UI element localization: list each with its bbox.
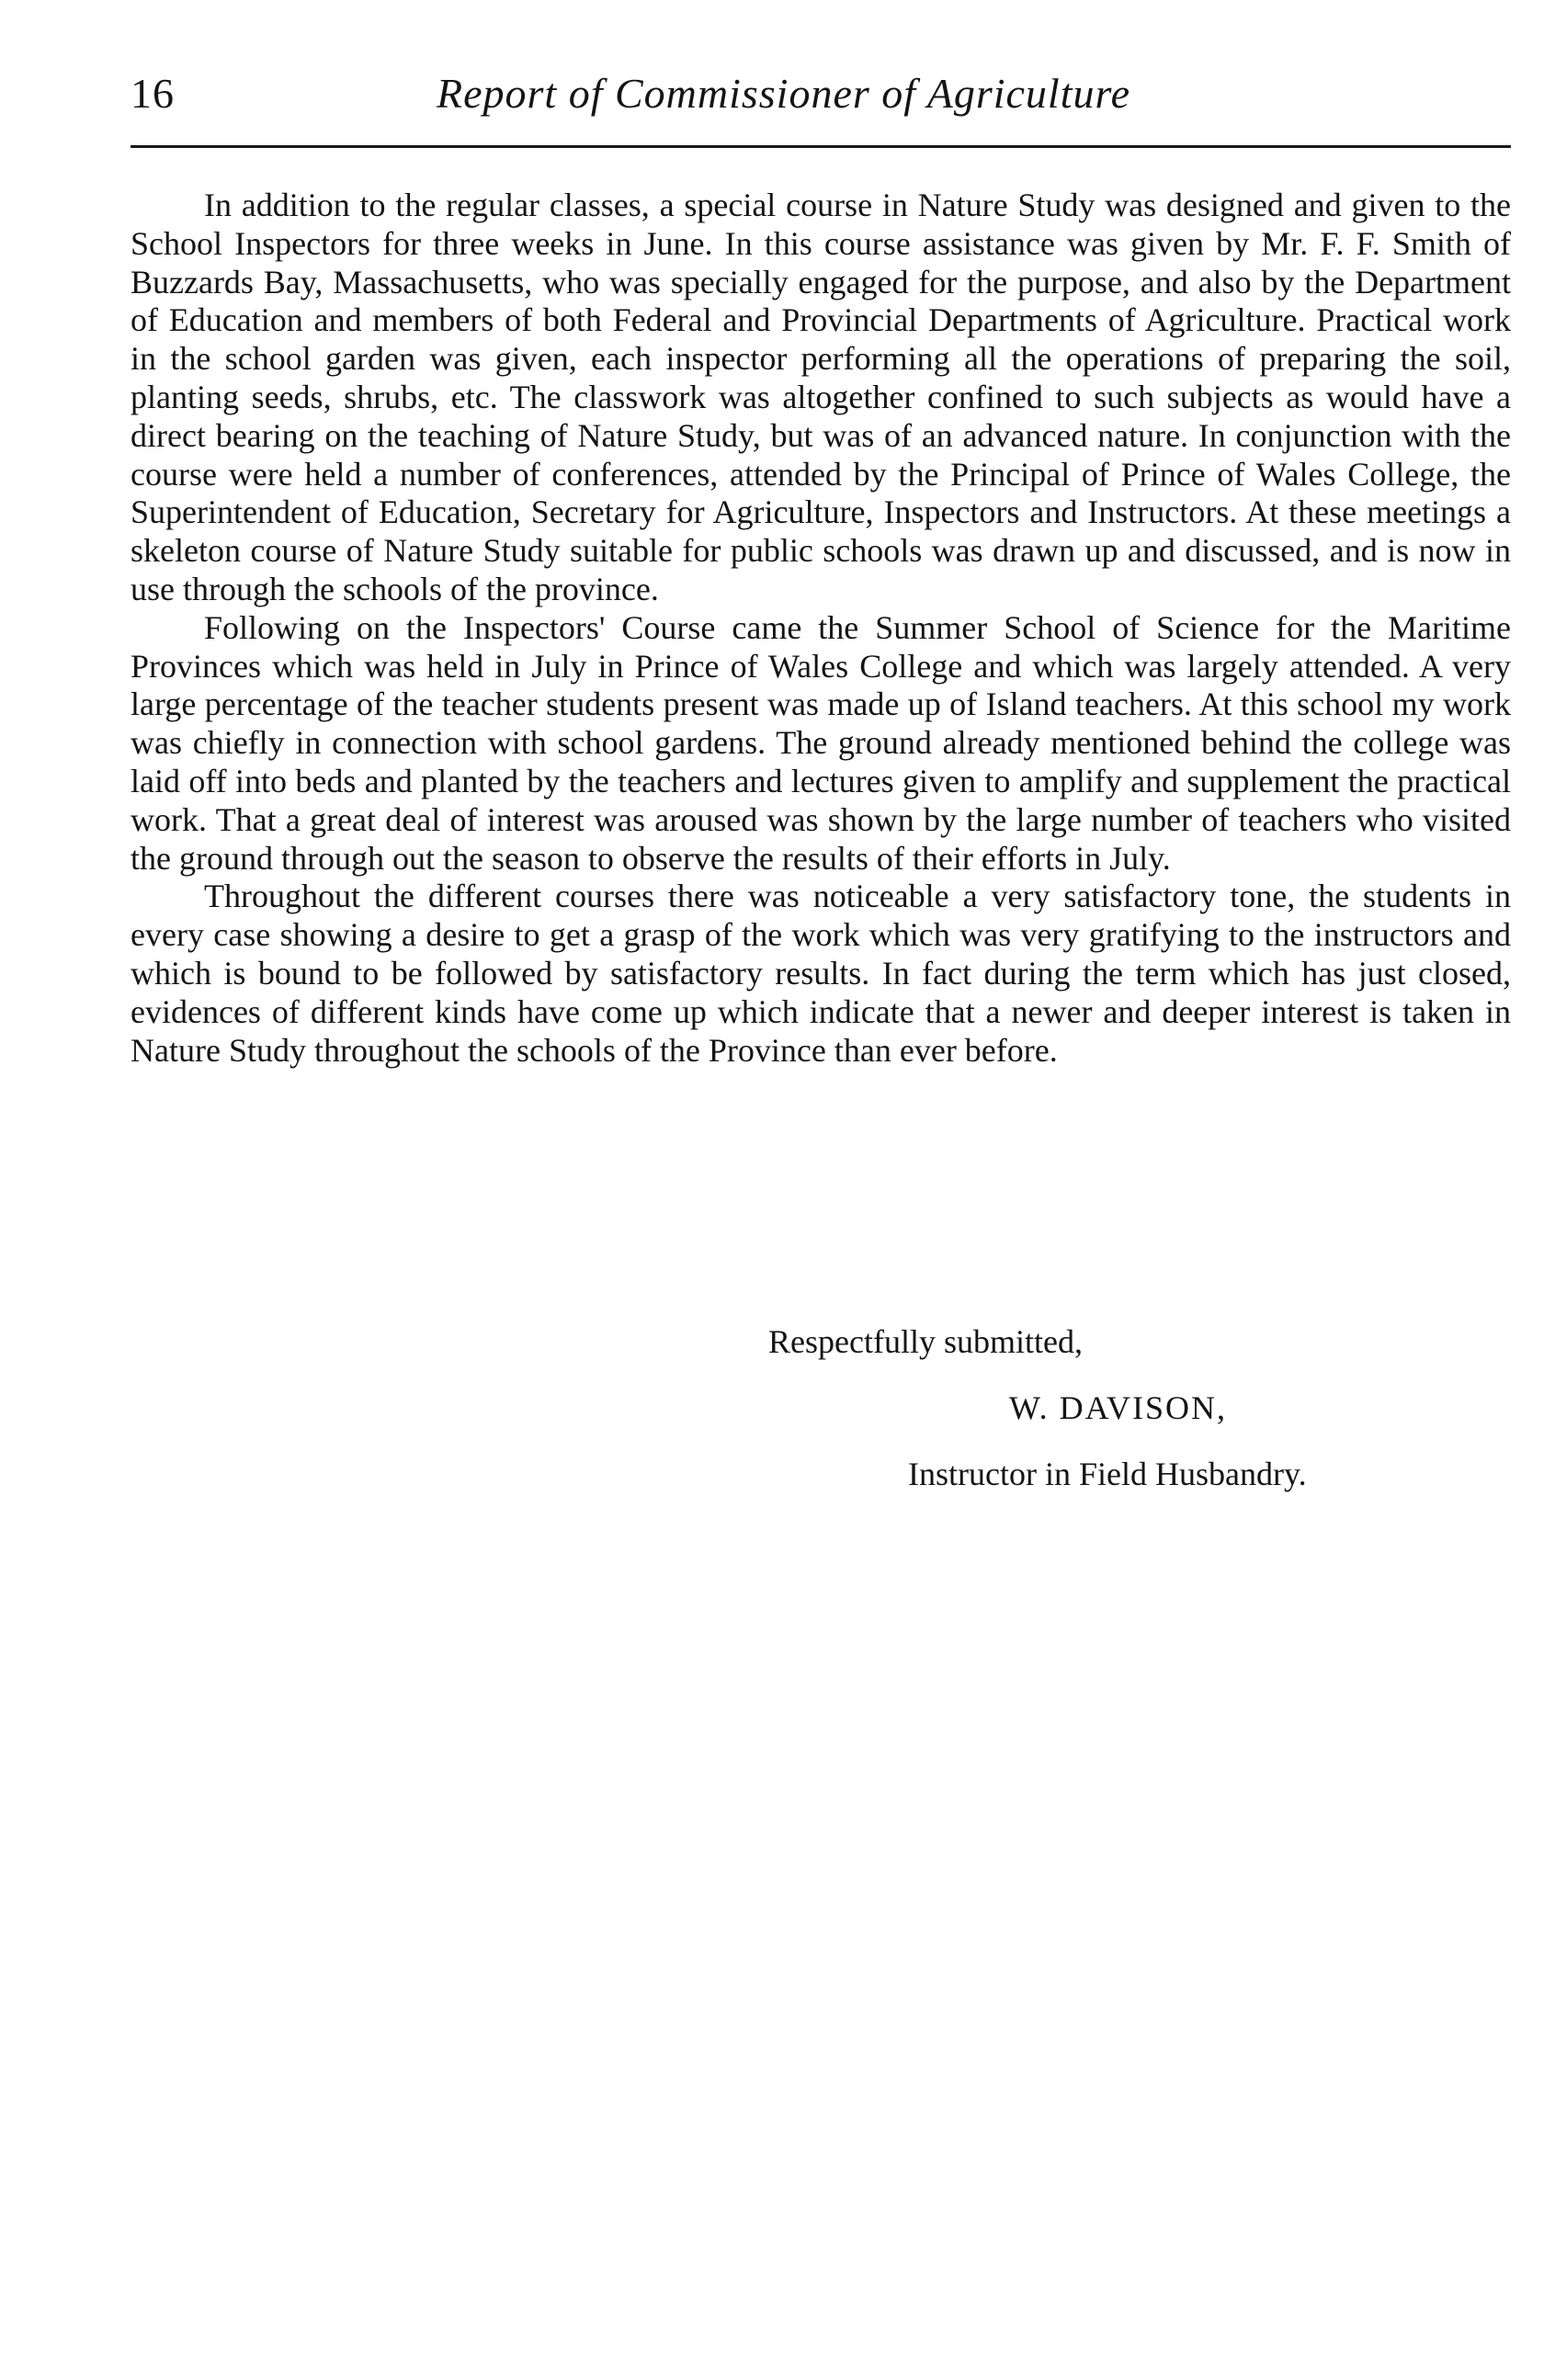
report-body: [131, 187, 1511, 1070]
page-number: 16: [131, 70, 175, 117]
paragraph-conclusion: Throughout the different courses there was noticeable a very satisfactory tone, the students in every case showing a desire to get a grasp of the work which was very gratifying to the instructors and which is bound to be followed by satisfactory results. In fact during the term which has just closed, evidences of different kinds have come up which indicate that a newer and deeper interest is taken in Nature Study throughout the schools of the Province than ever before.: [131, 878, 1511, 1069]
closing-line: Respectfully submitted,: [768, 1323, 1083, 1360]
signatory-name: W. DAVISON,: [1009, 1389, 1228, 1426]
running-title: Report of Commissioner of Agriculture: [437, 70, 1131, 117]
header-rule: [131, 145, 1511, 148]
paragraph-inspectors-course: In addition to the regular classes, a special course in Nature Study was designed and given to the School Inspectors for three weeks in June. In this course assistance was given by Mr. F. F. Smith of Buzzards Bay, Massachusetts, who was specially engaged for the purpose, and also by the Department of Education and members of both Federal and Provincial Departments of Agriculture. Practical work in the school garden was given, each inspector performing all the operations of preparing the soil, planting seeds, shrubs, etc. The classwork was altogether confined to such subjects as would have a direct bearing on the teaching of Nature Study, but was of an advanced nature. In conjunction with the course were held a number of conferences, attended by the Principal of Prince of Wales College, the Superintendent of Education, Secretary for Agriculture, Inspectors and Instructors. At these meetings a skeleton course of Nature Study suitable for public schools was drawn up and discussed, and is now in use through the schools of the province.: [131, 187, 1511, 607]
paragraph-summer-school: Following on the Inspectors' Course came the Summer School of Science for the Maritime Provinces which was held in July in Prince of Wales College and which was largely attended. A very large percentage of the teacher students present was made up of Island teachers. At this school my work was chiefly in connection with school gardens. The ground already mentioned behind the college was laid off into beds and planted by the teachers and lectures given to amplify and supplement the practical work. That a great deal of interest was aroused was shown by the large number of teachers who visited the ground through out the season to observe the results of their efforts in July.: [131, 608, 1511, 877]
signatory-title: Instructor in Field Husbandry.: [908, 1456, 1307, 1492]
